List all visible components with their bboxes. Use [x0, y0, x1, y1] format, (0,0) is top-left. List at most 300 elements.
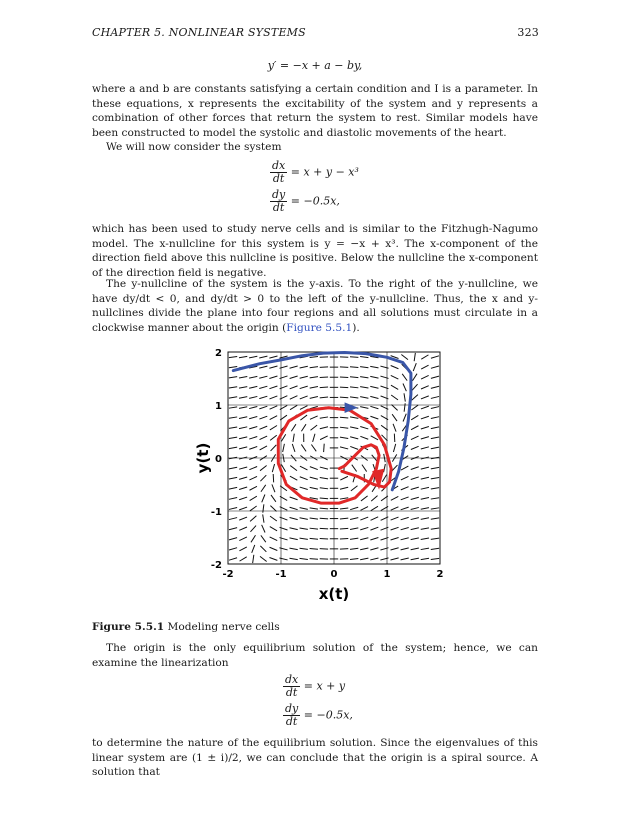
field-arrow	[310, 559, 318, 560]
field-arrow	[229, 377, 237, 378]
equation-y-prime: y′ = −x + a − by,	[267, 59, 363, 72]
x-tick-label: -2	[222, 569, 234, 580]
system-equations-1	[270, 160, 359, 214]
field-arrow	[249, 476, 257, 480]
field-arrow	[229, 467, 237, 469]
field-arrow	[391, 548, 399, 550]
field-arrow	[310, 528, 318, 529]
field-arrow	[411, 477, 419, 480]
field-arrow	[300, 376, 308, 378]
field-arrow	[313, 434, 315, 442]
fraction-dy-dt: $\frac{dy}{dt}$	[285, 702, 299, 728]
field-arrow	[253, 555, 254, 563]
field-arrow	[289, 548, 297, 550]
field-arrow	[249, 386, 257, 388]
field-arrow	[421, 558, 429, 559]
field-arrow	[370, 527, 378, 530]
field-arrow	[320, 427, 328, 429]
field-arrow	[289, 558, 297, 559]
field-arrow	[340, 538, 348, 539]
field-arrow	[411, 507, 419, 509]
field-arrow	[320, 436, 328, 440]
figure-link[interactable]: Figure 5.5.1	[286, 321, 353, 334]
field-arrow	[370, 537, 378, 540]
field-arrow	[404, 393, 405, 401]
field-arrow	[239, 397, 247, 399]
field-arrow	[421, 406, 429, 409]
field-arrow	[290, 466, 297, 471]
field-arrow	[300, 386, 308, 388]
field-arrow	[402, 374, 407, 381]
equation-dy-rhs: = −0.5x,	[290, 194, 340, 208]
field-arrow	[300, 477, 308, 480]
field-arrow	[411, 528, 419, 530]
field-arrow	[300, 508, 308, 510]
field-arrow	[229, 427, 237, 428]
field-arrow	[270, 537, 278, 541]
field-arrow	[350, 397, 358, 398]
field-arrow	[259, 396, 267, 398]
field-arrow	[229, 477, 237, 479]
field-arrow	[249, 356, 257, 358]
field-arrow	[421, 487, 429, 489]
field-arrow	[229, 367, 237, 368]
field-arrow	[300, 528, 308, 529]
field-arrow	[360, 357, 368, 358]
field-arrow	[421, 518, 429, 520]
field-arrow	[290, 538, 298, 540]
field-arrow	[370, 548, 378, 550]
field-arrow	[271, 445, 277, 451]
y-tick-label: 1	[215, 401, 222, 412]
field-arrow	[270, 527, 277, 531]
field-arrow	[249, 417, 257, 419]
field-arrow	[260, 436, 268, 440]
field-arrow	[270, 406, 278, 409]
field-arrow	[229, 538, 237, 540]
field-arrow	[259, 416, 267, 419]
field-arrow	[352, 465, 357, 472]
field-arrow	[340, 437, 348, 438]
field-arrow	[300, 396, 308, 399]
field-arrow	[393, 444, 395, 452]
field-arrow	[272, 464, 274, 472]
field-arrow	[340, 447, 348, 449]
paragraph-2: We will now consider the system	[106, 141, 282, 153]
field-arrow	[271, 495, 276, 502]
field-arrow	[431, 386, 439, 388]
field-arrow	[350, 417, 358, 418]
field-arrow	[411, 426, 418, 430]
field-arrow	[370, 386, 378, 388]
field-arrow	[411, 497, 419, 499]
field-arrow	[229, 437, 237, 438]
field-arrow	[259, 366, 267, 368]
field-arrow	[414, 353, 415, 361]
field-arrow	[239, 477, 247, 479]
field-arrow	[350, 538, 358, 539]
field-arrow	[259, 386, 267, 388]
field-arrow	[421, 426, 429, 428]
paragraph-5: The origin is the only equilibrium solution of the system; hence, we can examine the linearization	[92, 642, 538, 669]
field-arrow	[320, 467, 328, 469]
field-arrow	[391, 395, 398, 400]
field-arrow	[324, 444, 325, 452]
field-arrow	[391, 507, 399, 510]
field-arrow	[340, 476, 348, 480]
field-arrow	[320, 367, 328, 368]
field-arrow	[340, 417, 348, 418]
field-arrow	[272, 484, 275, 492]
field-arrow	[391, 558, 399, 560]
y-tick-label: -2	[210, 560, 222, 571]
field-arrow	[229, 487, 237, 489]
field-arrow	[340, 498, 348, 499]
field-arrow	[310, 548, 318, 549]
field-arrow	[431, 356, 439, 358]
field-arrow	[259, 426, 267, 429]
field-arrow	[421, 396, 429, 399]
field-arrow	[300, 466, 308, 470]
field-arrow	[290, 497, 298, 500]
field-arrow	[431, 538, 439, 539]
field-arrow	[371, 436, 378, 440]
field-arrow	[411, 415, 418, 419]
field-arrow	[263, 514, 264, 522]
field-arrow	[239, 417, 247, 419]
field-arrow	[421, 538, 429, 539]
field-arrow	[431, 518, 439, 519]
field-arrow	[421, 437, 429, 439]
field-arrow	[229, 558, 237, 560]
field-arrow	[411, 467, 419, 470]
field-arrow	[360, 527, 368, 529]
field-arrow	[412, 384, 418, 390]
field-arrow	[240, 557, 247, 561]
field-arrow	[290, 507, 298, 509]
field-arrow	[360, 548, 368, 550]
field-arrow	[371, 506, 378, 510]
field-arrow	[292, 444, 295, 452]
field-arrow	[239, 437, 247, 439]
field-arrow	[300, 548, 308, 549]
field-arrow	[371, 496, 377, 501]
field-arrow	[229, 548, 237, 550]
field-arrow	[370, 558, 378, 560]
field-arrow	[249, 447, 257, 450]
field-arrow	[351, 486, 358, 491]
field-arrow	[320, 417, 328, 418]
field-arrow	[229, 407, 237, 408]
field-arrow	[361, 496, 368, 501]
field-arrow	[431, 447, 439, 449]
field-arrow	[360, 558, 368, 560]
field-arrow	[300, 406, 308, 410]
field-arrow	[413, 363, 416, 371]
field-arrow	[229, 356, 237, 357]
field-arrow	[370, 406, 378, 408]
field-arrow	[301, 424, 306, 431]
field-arrow	[431, 558, 439, 559]
field-arrow	[391, 517, 399, 520]
field-arrow	[371, 517, 379, 521]
field-arrow	[350, 518, 358, 520]
field-arrow	[392, 414, 397, 421]
field-arrow	[251, 535, 256, 542]
field-arrow	[392, 405, 398, 411]
field-arrow	[350, 377, 358, 378]
field-arrow	[401, 497, 409, 500]
equation-dx-rhs: = x + y	[303, 679, 346, 693]
field-arrow	[262, 525, 265, 533]
field-arrow	[261, 485, 266, 492]
field-arrow	[320, 477, 328, 478]
field-arrow	[350, 357, 358, 358]
field-arrow	[411, 518, 419, 520]
field-arrow	[340, 549, 348, 550]
field-arrow	[300, 415, 307, 420]
field-arrow	[270, 506, 276, 512]
field-arrow	[260, 446, 267, 450]
y-tick-label: 0	[215, 454, 222, 465]
field-arrow	[403, 383, 406, 391]
field-arrow	[249, 406, 257, 408]
field-arrow	[403, 414, 406, 422]
field-arrow	[350, 548, 358, 549]
field-arrow	[391, 385, 398, 389]
field-arrow	[340, 387, 348, 388]
field-arrow	[340, 508, 348, 509]
field-arrow	[350, 437, 358, 439]
field-arrow	[350, 446, 358, 449]
field-arrow	[239, 377, 247, 378]
field-arrow	[404, 403, 405, 411]
field-arrow	[229, 447, 237, 449]
field-arrow	[411, 558, 419, 560]
paragraph-3: which has been used to study nerve cells and is similar to the Fitzhugh-Nagumo model. The x-nullcline for this system is y = −x + x³. The x-component of the direction field above this nullcline is positive. Below the nullcline the x-component of the direction field is negative.	[92, 223, 538, 279]
field-arrow	[270, 516, 277, 521]
field-arrow	[320, 488, 328, 489]
field-arrow	[250, 516, 256, 522]
field-arrow	[380, 366, 388, 368]
field-arrow	[401, 548, 409, 550]
field-arrow	[249, 437, 257, 440]
field-arrow	[340, 518, 348, 519]
field-arrow	[239, 487, 247, 489]
field-arrow	[239, 356, 247, 357]
field-arrow	[260, 546, 266, 552]
system-equations-2	[283, 674, 353, 728]
field-arrow	[229, 397, 237, 398]
field-arrow	[239, 507, 247, 510]
field-arrow	[239, 527, 247, 530]
chart-grid	[228, 352, 440, 564]
field-arrow	[260, 475, 266, 481]
field-arrow	[250, 486, 257, 490]
field-arrow	[229, 387, 237, 388]
field-arrow	[360, 377, 368, 378]
field-arrow	[391, 496, 398, 500]
field-arrow	[431, 407, 439, 409]
figure-caption-text: Modeling nerve cells	[167, 621, 280, 633]
field-arrow	[270, 416, 277, 420]
field-arrow	[421, 528, 429, 530]
x-axis-label: x(t)	[318, 585, 350, 603]
field-arrow	[401, 476, 409, 480]
field-arrow	[401, 507, 409, 510]
field-arrow	[362, 465, 367, 472]
field-arrow	[239, 547, 246, 551]
field-arrow	[229, 528, 237, 530]
field-arrow	[239, 407, 247, 409]
field-arrow	[360, 517, 368, 520]
field-arrow	[270, 426, 277, 430]
field-arrow	[270, 435, 277, 440]
equation-dy-rhs: = −0.5x,	[303, 708, 353, 722]
field-arrow	[431, 376, 439, 378]
field-arrow	[310, 357, 318, 358]
field-arrow	[370, 376, 378, 378]
paragraph-6: to determine the nature of the equilibrium solution. Since the eigenvalues of this linear system are (1 ± i)/2, we can conclude that the origin is a spiral source. A solution that	[92, 737, 538, 779]
tick-labels	[211, 348, 444, 580]
field-arrow	[393, 424, 396, 432]
field-arrow	[431, 528, 439, 529]
field-arrow	[350, 558, 358, 559]
field-arrow	[269, 558, 277, 561]
field-arrow	[310, 367, 318, 368]
field-arrow	[320, 518, 328, 519]
field-arrow	[300, 366, 308, 368]
field-arrow	[360, 427, 368, 429]
field-arrow	[431, 488, 439, 489]
field-arrow	[421, 508, 429, 510]
field-arrow	[269, 356, 277, 358]
field-arrow	[340, 397, 348, 398]
field-arrow	[239, 427, 247, 429]
field-arrow	[229, 417, 237, 418]
field-arrow	[421, 477, 429, 479]
field-arrow	[263, 504, 264, 512]
field-arrow	[310, 396, 318, 398]
x-tick-label: 0	[330, 569, 338, 580]
field-arrow	[411, 446, 419, 449]
field-arrow	[310, 377, 318, 378]
field-arrow	[431, 548, 439, 549]
field-arrow	[431, 498, 439, 499]
field-arrow	[290, 476, 297, 480]
field-arrow	[401, 466, 408, 470]
field-arrow	[360, 407, 368, 409]
field-arrow	[279, 548, 287, 550]
y-tick-label: 2	[215, 348, 222, 359]
field-arrow	[431, 396, 439, 398]
field-arrow	[401, 354, 408, 359]
field-arrow	[391, 527, 399, 530]
field-arrow	[239, 497, 247, 500]
field-arrow	[290, 386, 298, 389]
field-arrow	[421, 498, 429, 500]
field-arrow	[411, 538, 419, 540]
field-arrow	[431, 366, 439, 368]
field-arrow	[310, 487, 318, 489]
figure-caption-label: Figure 5.5.1	[92, 621, 165, 633]
field-arrow	[370, 396, 378, 398]
field-arrow	[340, 528, 348, 529]
field-arrow	[421, 416, 429, 419]
field-arrow	[320, 397, 328, 398]
field-arrow	[290, 405, 297, 409]
field-arrow	[370, 366, 378, 368]
field-arrow	[290, 518, 298, 520]
x-tick-label: -1	[275, 569, 287, 580]
field-arrow	[310, 518, 318, 519]
field-arrow	[431, 427, 439, 429]
paragraph-1: where a and b are constants satisfying a certain condition and I is a parameter. In these equations, x represents the excitability of the system and y represents a combination of other forces that return the system to rest. Similar models have been constructed to model the systolic and diastolic movements of the heart.	[92, 83, 538, 139]
y-tick-label: -1	[210, 507, 222, 518]
field-arrow	[431, 508, 439, 509]
field-arrow	[229, 508, 237, 510]
field-arrow	[250, 496, 257, 500]
field-arrow	[300, 538, 308, 539]
field-arrow	[391, 375, 399, 379]
field-arrow	[249, 396, 257, 398]
field-arrow	[310, 416, 318, 419]
field-arrow	[401, 517, 409, 519]
field-arrow	[421, 467, 429, 469]
field-arrow	[239, 517, 247, 520]
field-arrow	[350, 367, 358, 368]
field-arrow	[261, 535, 266, 542]
field-arrow	[421, 355, 428, 359]
paragraph-4: The y-nullcline of the system is the y-axis. To the right of the y-nullcline, we have dy/dt < 0, and dy/dt > 0 to the left of the y-nullcline. Thus, the x and y-nullclines divide the plane into four regions and all solutions must circulate in a clockwise manner about the origin (Figure 5.5.1).	[92, 278, 538, 334]
field-arrow	[291, 424, 296, 431]
field-arrow	[361, 507, 369, 511]
field-arrow	[239, 447, 247, 449]
field-arrow	[431, 417, 439, 419]
field-arrow	[311, 444, 316, 451]
field-arrow	[310, 425, 317, 430]
field-arrow	[340, 427, 348, 428]
field-arrow	[259, 406, 267, 409]
field-arrow	[382, 475, 386, 482]
field-arrow	[310, 508, 318, 509]
field-arrow	[421, 548, 429, 549]
field-arrow	[301, 444, 306, 451]
field-arrow	[300, 518, 308, 520]
field-arrow	[290, 366, 298, 368]
field-arrow	[239, 537, 247, 541]
field-arrow	[411, 436, 419, 440]
field-arrow	[350, 427, 358, 429]
field-arrow	[290, 528, 298, 530]
field-arrow	[250, 506, 257, 511]
field-arrow	[401, 538, 409, 540]
field-arrow	[350, 387, 358, 388]
field-arrow	[320, 508, 328, 509]
field-arrow	[384, 464, 386, 472]
field-arrow	[391, 538, 399, 540]
field-arrow	[411, 487, 419, 489]
field-arrow	[229, 518, 237, 520]
field-arrow	[411, 548, 419, 550]
field-arrow	[249, 427, 257, 429]
field-arrow	[320, 387, 328, 388]
field-arrow	[310, 538, 318, 539]
field-arrow	[350, 528, 358, 530]
field-arrow	[350, 507, 358, 509]
fraction-dx-dt: $\frac{dx}{dt}$	[272, 159, 286, 185]
field-arrow	[380, 558, 388, 560]
